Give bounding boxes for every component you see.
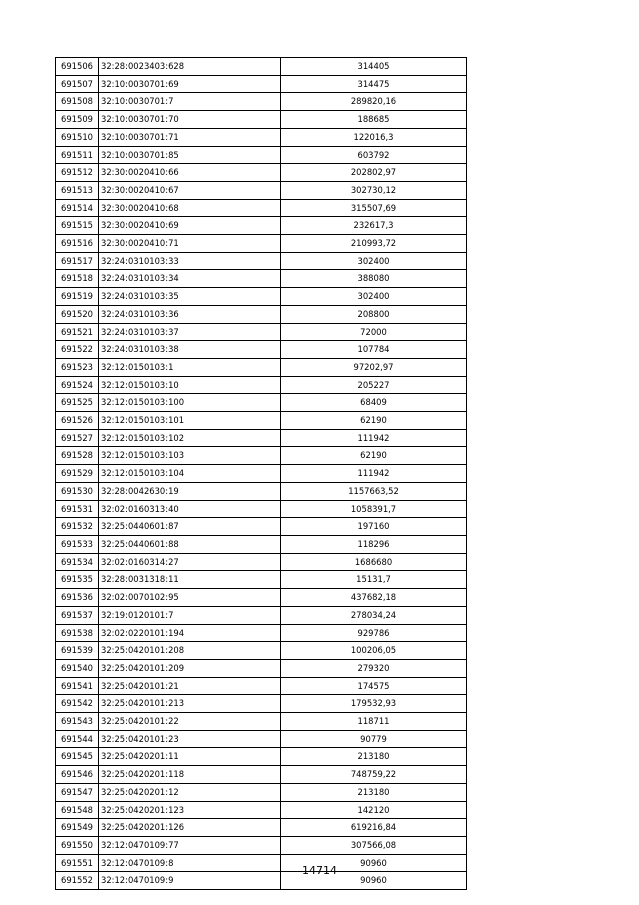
table-row (56, 836, 467, 854)
cadastral-value-cell: 179532,93 (281, 695, 467, 713)
row-number-cell: 691547 (56, 783, 99, 801)
table-row (56, 677, 467, 695)
cadastral-number-cell: 32:25:0440601:87 (99, 518, 281, 536)
row-number-cell: 691549 (56, 819, 99, 837)
table-row (56, 58, 467, 76)
row-number-cell: 691529 (56, 465, 99, 483)
cadastral-number-cell: 32:10:0030701:85 (99, 146, 281, 164)
table-row (56, 783, 467, 801)
cadastral-number-cell: 32:28:0023403:628 (99, 58, 281, 76)
table-row (56, 659, 467, 677)
cadastral-number-cell: 32:10:0030701:69 (99, 75, 281, 93)
cadastral-number-cell: 32:24:0310103:33 (99, 252, 281, 270)
cadastral-value-cell: 388080 (281, 270, 467, 288)
table-row (56, 553, 467, 571)
table-row (56, 93, 467, 111)
row-number-cell: 691512 (56, 164, 99, 182)
table-row (56, 606, 467, 624)
cadastral-value-cell: 315507,69 (281, 199, 467, 217)
cadastral-value-cell: 111942 (281, 465, 467, 483)
row-number-cell: 691533 (56, 535, 99, 553)
cadastral-value-cell: 1157663,52 (281, 482, 467, 500)
cadastral-number-cell: 32:12:0150103:102 (99, 429, 281, 447)
table-row (56, 75, 467, 93)
cadastral-value-cell: 90960 (281, 872, 467, 890)
cadastral-number-cell: 32:12:0150103:103 (99, 447, 281, 465)
table-row (56, 766, 467, 784)
cadastral-value-cell: 619216,84 (281, 819, 467, 837)
cadastral-value-cell: 174575 (281, 677, 467, 695)
row-number-cell: 691510 (56, 128, 99, 146)
cadastral-number-cell: 32:12:0470109:77 (99, 836, 281, 854)
cadastral-value-cell: 97202,97 (281, 358, 467, 376)
row-number-cell: 691507 (56, 75, 99, 93)
row-number-cell: 691531 (56, 500, 99, 518)
cadastral-value-cell: 111942 (281, 429, 467, 447)
table-row (56, 376, 467, 394)
cadastral-value-cell: 289820,16 (281, 93, 467, 111)
cadastral-number-cell: 32:25:0420201:118 (99, 766, 281, 784)
cadastral-number-cell: 32:02:0070102:95 (99, 589, 281, 607)
row-number-cell: 691514 (56, 199, 99, 217)
cadastral-value-cell: 302400 (281, 252, 467, 270)
row-number-cell: 691545 (56, 748, 99, 766)
cadastral-number-cell: 32:25:0420101:209 (99, 659, 281, 677)
row-number-cell: 691518 (56, 270, 99, 288)
cadastral-number-cell: 32:10:0030701:70 (99, 111, 281, 129)
row-number-cell: 691551 (56, 854, 99, 872)
cadastral-value-cell: 314475 (281, 75, 467, 93)
row-number-cell: 691515 (56, 217, 99, 235)
cadastral-value-cell: 302400 (281, 288, 467, 306)
cadastral-value-cell: 279320 (281, 659, 467, 677)
row-number-cell: 691517 (56, 252, 99, 270)
cadastral-number-cell: 32:10:0030701:71 (99, 128, 281, 146)
cadastral-number-cell: 32:24:0310103:34 (99, 270, 281, 288)
cadastral-number-cell: 32:12:0470109:8 (99, 854, 281, 872)
cadastral-value-cell: 62190 (281, 412, 467, 430)
table-row (56, 199, 467, 217)
cadastral-number-cell: 32:25:0440601:88 (99, 535, 281, 553)
cadastral-value-cell: 142120 (281, 801, 467, 819)
table-row (56, 323, 467, 341)
table-row (56, 235, 467, 253)
table-row (56, 146, 467, 164)
cadastral-value-cell: 603792 (281, 146, 467, 164)
table-row (56, 518, 467, 536)
table-row (56, 412, 467, 430)
cadastral-number-cell: 32:25:0420101:23 (99, 730, 281, 748)
cadastral-value-cell: 302730,12 (281, 181, 467, 199)
row-number-cell: 691535 (56, 571, 99, 589)
row-number-cell: 691508 (56, 93, 99, 111)
cadastral-number-cell: 32:25:0420201:123 (99, 801, 281, 819)
table-row (56, 358, 467, 376)
row-number-cell: 691534 (56, 553, 99, 571)
table-row (56, 288, 467, 306)
cadastral-value-cell: 118296 (281, 535, 467, 553)
cadastral-number-cell: 32:25:0420201:11 (99, 748, 281, 766)
cadastral-number-cell: 32:30:0020410:68 (99, 199, 281, 217)
row-number-cell: 691509 (56, 111, 99, 129)
row-number-cell: 691519 (56, 288, 99, 306)
table-row (56, 217, 467, 235)
cadastral-number-cell: 32:24:0310103:36 (99, 305, 281, 323)
cadastral-number-cell: 32:30:0020410:71 (99, 235, 281, 253)
row-number-cell: 691523 (56, 358, 99, 376)
cadastral-value-cell: 1686680 (281, 553, 467, 571)
row-number-cell: 691513 (56, 181, 99, 199)
row-number-cell: 691506 (56, 58, 99, 76)
row-number-cell: 691520 (56, 305, 99, 323)
table-row (56, 819, 467, 837)
row-number-cell: 691511 (56, 146, 99, 164)
cadastral-number-cell: 32:19:0120101:7 (99, 606, 281, 624)
row-number-cell: 691546 (56, 766, 99, 784)
cadastral-number-cell: 32:28:0042630:19 (99, 482, 281, 500)
cadastral-value-cell: 62190 (281, 447, 467, 465)
table-row (56, 128, 467, 146)
cadastral-value-cell: 314405 (281, 58, 467, 76)
cadastral-number-cell: 32:12:0150103:104 (99, 465, 281, 483)
table-row (56, 270, 467, 288)
table-row (56, 305, 467, 323)
table-row (56, 341, 467, 359)
table-row (56, 429, 467, 447)
table-row (56, 624, 467, 642)
table-row (56, 642, 467, 660)
cadastral-value-cell: 72000 (281, 323, 467, 341)
cadastral-value-cell: 213180 (281, 783, 467, 801)
cadastral-number-cell: 32:12:0150103:10 (99, 376, 281, 394)
row-number-cell: 691530 (56, 482, 99, 500)
cadastral-value-cell: 107784 (281, 341, 467, 359)
cadastral-number-cell: 32:02:0160314:27 (99, 553, 281, 571)
table-row (56, 164, 467, 182)
row-number-cell: 691541 (56, 677, 99, 695)
cadastral-number-cell: 32:25:0420101:213 (99, 695, 281, 713)
row-number-cell: 691538 (56, 624, 99, 642)
table-row (56, 571, 467, 589)
cadastral-value-cell: 210993,72 (281, 235, 467, 253)
cadastral-number-cell: 32:25:0420101:22 (99, 713, 281, 731)
cadastral-value-cell: 437682,18 (281, 589, 467, 607)
row-number-cell: 691516 (56, 235, 99, 253)
cadastral-value-cell: 15131,7 (281, 571, 467, 589)
cadastral-value-cell: 90779 (281, 730, 467, 748)
table-row (56, 500, 467, 518)
row-number-cell: 691548 (56, 801, 99, 819)
cadastral-number-cell: 32:10:0030701:7 (99, 93, 281, 111)
cadastral-number-cell: 32:28:0031318:11 (99, 571, 281, 589)
cadastral-value-cell: 748759,22 (281, 766, 467, 784)
cadastral-number-cell: 32:30:0020410:66 (99, 164, 281, 182)
cadastral-number-cell: 32:24:0310103:35 (99, 288, 281, 306)
cadastral-value-table (55, 57, 467, 890)
cadastral-number-cell: 32:24:0310103:38 (99, 341, 281, 359)
row-number-cell: 691540 (56, 659, 99, 677)
table-row (56, 252, 467, 270)
cadastral-number-cell: 32:24:0310103:37 (99, 323, 281, 341)
row-number-cell: 691525 (56, 394, 99, 412)
cadastral-value-cell: 68409 (281, 394, 467, 412)
table-body (56, 58, 467, 890)
cadastral-value-cell: 202802,97 (281, 164, 467, 182)
cadastral-value-cell: 232617,3 (281, 217, 467, 235)
row-number-cell: 691552 (56, 872, 99, 890)
table-row (56, 447, 467, 465)
table-row (56, 589, 467, 607)
row-number-cell: 691521 (56, 323, 99, 341)
table-row (56, 748, 467, 766)
table-row (56, 695, 467, 713)
page-number: 14714 (302, 864, 337, 877)
cadastral-value-cell: 90960 (281, 854, 467, 872)
table-row (56, 482, 467, 500)
row-number-cell: 691544 (56, 730, 99, 748)
table-row (56, 111, 467, 129)
cadastral-number-cell: 32:25:0420101:208 (99, 642, 281, 660)
cadastral-number-cell: 32:30:0020410:67 (99, 181, 281, 199)
cadastral-value-cell: 205227 (281, 376, 467, 394)
cadastral-value-cell: 118711 (281, 713, 467, 731)
row-number-cell: 691528 (56, 447, 99, 465)
cadastral-number-cell: 32:12:0150103:100 (99, 394, 281, 412)
cadastral-value-cell: 197160 (281, 518, 467, 536)
row-number-cell: 691524 (56, 376, 99, 394)
row-number-cell: 691522 (56, 341, 99, 359)
cadastral-value-cell: 278034,24 (281, 606, 467, 624)
cadastral-value-cell: 100206,05 (281, 642, 467, 660)
cadastral-number-cell: 32:12:0470109:9 (99, 872, 281, 890)
table-row (56, 713, 467, 731)
row-number-cell: 691550 (56, 836, 99, 854)
row-number-cell: 691539 (56, 642, 99, 660)
table-row (56, 535, 467, 553)
cadastral-number-cell: 32:25:0420201:126 (99, 819, 281, 837)
row-number-cell: 691543 (56, 713, 99, 731)
cadastral-value-cell: 1058391,7 (281, 500, 467, 518)
table-row (56, 801, 467, 819)
row-number-cell: 691527 (56, 429, 99, 447)
table-row (56, 465, 467, 483)
cadastral-number-cell: 32:25:0420101:21 (99, 677, 281, 695)
cadastral-number-cell: 32:12:0150103:101 (99, 412, 281, 430)
cadastral-value-cell: 188685 (281, 111, 467, 129)
row-number-cell: 691537 (56, 606, 99, 624)
cadastral-value-cell: 929786 (281, 624, 467, 642)
cadastral-value-cell: 122016,3 (281, 128, 467, 146)
cadastral-number-cell: 32:25:0420201:12 (99, 783, 281, 801)
table-row (56, 730, 467, 748)
cadastral-value-cell: 307566,08 (281, 836, 467, 854)
cadastral-number-cell: 32:30:0020410:69 (99, 217, 281, 235)
row-number-cell: 691526 (56, 412, 99, 430)
cadastral-number-cell: 32:12:0150103:1 (99, 358, 281, 376)
cadastral-value-cell: 213180 (281, 748, 467, 766)
cadastral-number-cell: 32:02:0160313:40 (99, 500, 281, 518)
cadastral-value-cell: 208800 (281, 305, 467, 323)
table-row (56, 181, 467, 199)
row-number-cell: 691532 (56, 518, 99, 536)
cadastral-number-cell: 32:02:0220101:194 (99, 624, 281, 642)
row-number-cell: 691536 (56, 589, 99, 607)
row-number-cell: 691542 (56, 695, 99, 713)
table-row (56, 394, 467, 412)
